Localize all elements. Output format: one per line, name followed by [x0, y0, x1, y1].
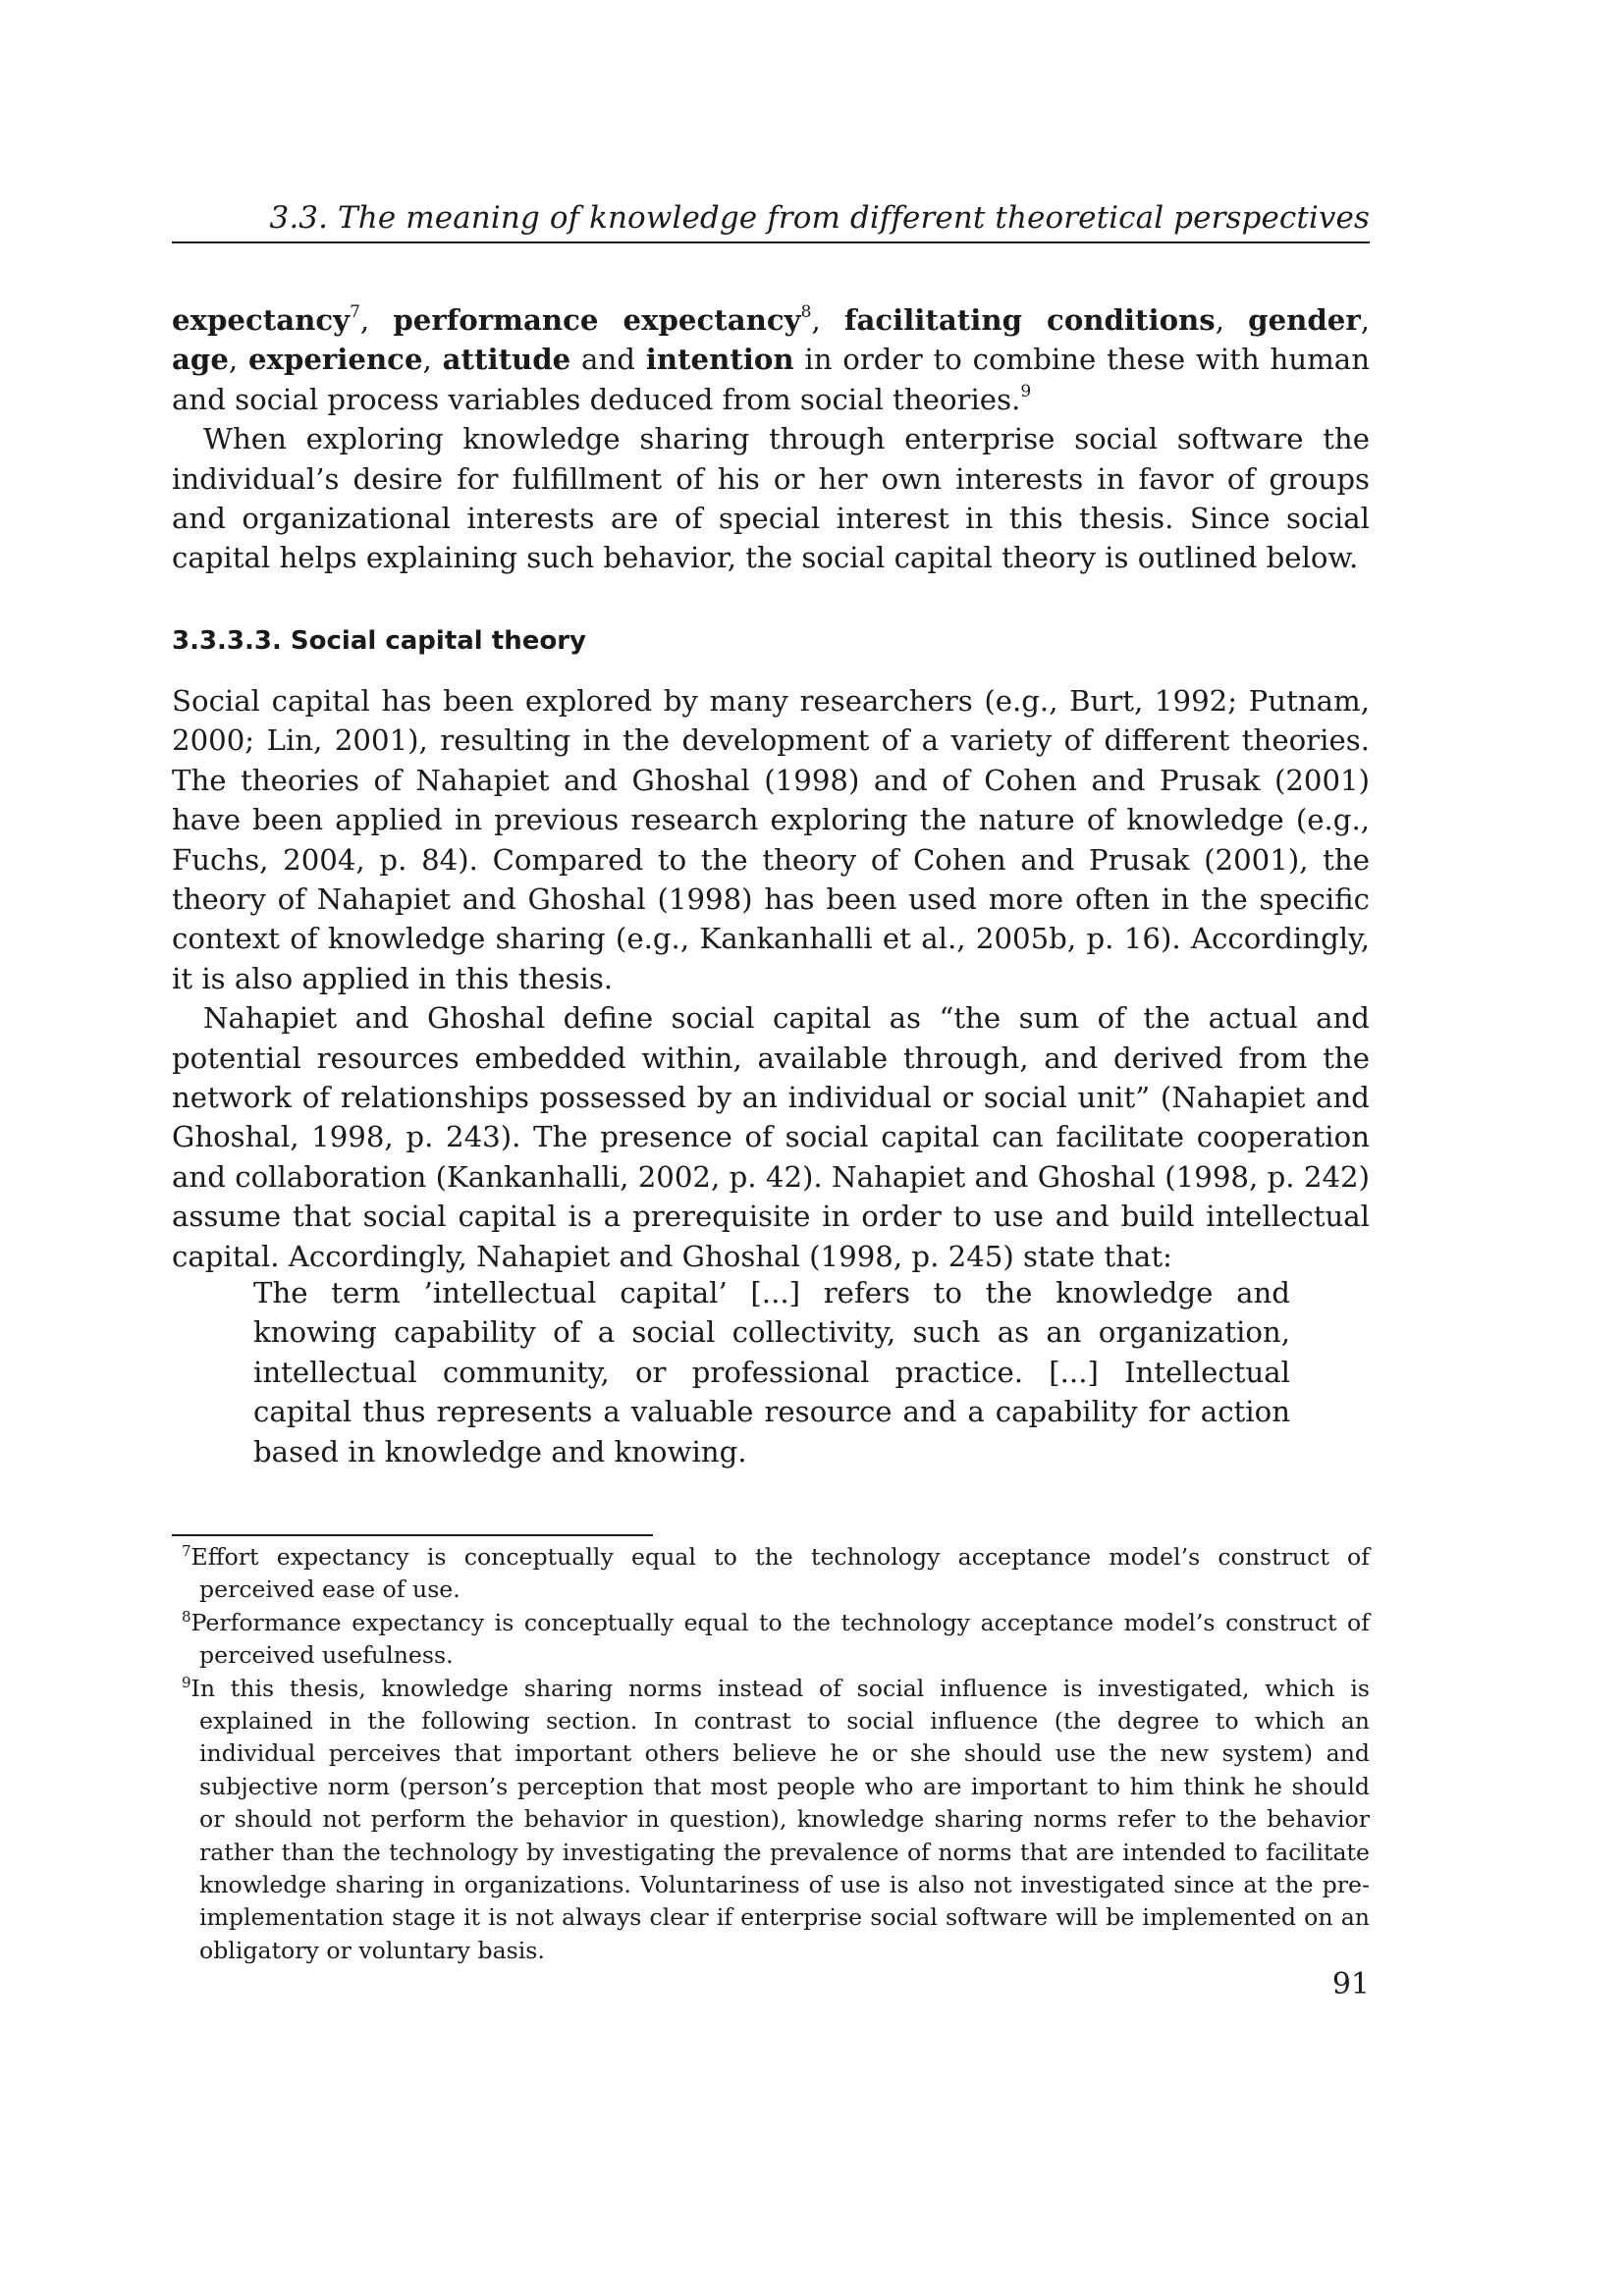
- term-facilitating-conditions: facilitating conditions: [843, 303, 1216, 337]
- footnotes: [172, 1541, 1370, 1967]
- page-number: 91: [1331, 1967, 1370, 2002]
- paragraph-social-capital: Social capital has been explored by many researchers (e.g., Burt, 1992; Putnam, 2000; Lin, 2001), resulting in the development of a variety of different theories. The theories of Nahapiet and Ghoshal (1998) and of Cohen and Prusak (2001) have been applied in previous research exploring the nature of knowledge (e.g., Fuchs, 2004, p. 84). Compared to the theory of Cohen and Prusak (2001), the theory of Nahapiet and Ghoshal (1998) has been used more often in the specific context of knowledge sharing (e.g., Kankanhalli et al., 2005b, p. 16). Accordingly, it is also applied in this thesis.: [172, 684, 1370, 995]
- term-performance-expectancy: performance expectancy: [393, 303, 801, 337]
- section-heading: 3.3.3.3. Social capital theory: [172, 626, 586, 656]
- paragraph-knowledge-sharing: When exploring knowledge sharing through enterprise social software the individual’s desire for fulfillment of his or her own interests in favor of groups and organizational interests are of special interest in this thesis. Since social capital helps explaining such behavior, the social capital theory is outlined below.: [172, 422, 1370, 575]
- term-intention: intention: [645, 343, 794, 377]
- term-attitude: attitude: [442, 343, 571, 377]
- paragraph-constructs: expectancy$^7$, performance expectancy$^8$, facilitating conditions, gender, age, experience, attitude and intention in order to combine these with human and social process variables deduced from social theories.$^9$: [172, 302, 1371, 416]
- footnote-ref-7[interactable]: 7: [350, 302, 360, 322]
- term-experience: experience: [247, 343, 423, 377]
- footnote-8: $^8$Performance expectancy is conceptually equal to the technology acceptance model’s construct of perceived usefulness.: [182, 1607, 1370, 1670]
- body-text-section: [172, 681, 1370, 1276]
- term-gender: gender: [1248, 303, 1361, 337]
- header-rule: [172, 241, 1370, 243]
- footnote-rule: [172, 1534, 653, 1536]
- paragraph-definition: Nahapiet and Ghoshal define social capital as “the sum of the actual and potential resources embedded within, available through, and derived from the network of relationships possessed by an individual or social unit” (Nahapiet and Ghoshal, 1998, p. 243). The presence of social capital can facilitate cooperation and collaboration (Kankanhalli, 2002, p. 42). Nahapiet and Ghoshal (1998, p. 242) assume that social capital is a prerequisite in order to use and build intellectual capital. Accordingly, Nahapiet and Ghoshal (1998, p. 245) state that:: [172, 1001, 1370, 1273]
- term-age: age: [172, 343, 229, 377]
- footnote-ref-9[interactable]: 9: [1020, 381, 1032, 401]
- footnote-9: $^9$In this thesis, knowledge sharing norms instead of social influence is investigated, which is explained in the following section. In contrast to social influence (the degree to which an individual perceives that important others believe he or she should use the new system) and subjective norm (person’s perception that most people who are important to him think he should or should not perform the behavior in question), knowledge sharing norms refer to the behavior rather than the technology by investigating the prevalence of norms that are intended to facilitate knowledge sharing in organizations. Voluntariness of use is also not investigated since at the pre-implementation stage it is not always clear if enterprise social software will be implemented on an obligatory or voluntary basis.: [182, 1673, 1370, 1964]
- running-head: 3.3. The meaning of knowledge from different theoretical perspectives: [269, 200, 1370, 236]
- footnote-7: $^7$Effort expectancy is conceptually equal to the technology acceptance model’s construct of perceived ease of use.: [182, 1542, 1370, 1604]
- body-text-top: [172, 300, 1370, 578]
- footnote-ref-8[interactable]: 8: [800, 302, 812, 322]
- block-quote: The term ’intellectual capital’ [...] refers to the knowledge and knowing capability of a social collectivity, such as an organization, intellectual community, or professional practice. [...] Intellectual capital thus represents a valuable resource and a capability for action based in knowledge and knowing.: [253, 1276, 1290, 1468]
- term-effort-expectancy: expectancy: [172, 303, 351, 337]
